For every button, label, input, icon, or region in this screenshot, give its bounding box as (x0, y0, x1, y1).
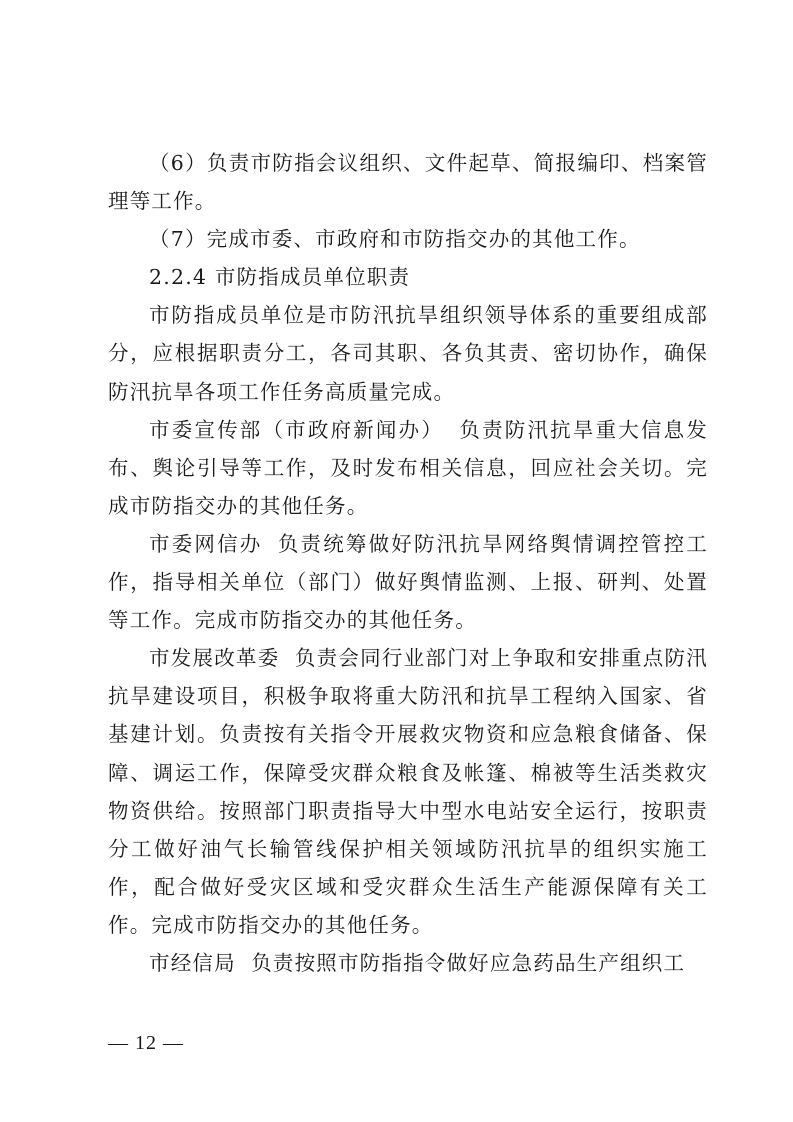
paragraph-1-text: （6）负责市防指会议组织、文件起草、简报编印、档案管理等工作。 (108, 151, 708, 214)
section-heading-text: 2.2.4 市防指成员单位职责 (149, 265, 411, 290)
paragraph-economy-info (108, 944, 708, 982)
org-duty-text: 负责统筹做好防汛抗旱网络舆情调控管控工作，指导相关单位（部门）做好舆情监测、上报、研判、处置等工作。完成市防指交办的其他任务。 (108, 531, 708, 633)
paragraph-development-reform (108, 639, 708, 944)
paragraph-2 (108, 220, 708, 258)
paragraph-intro (108, 296, 708, 410)
body-text (108, 144, 708, 982)
org-name: 市委宣传部（市政府新闻办） (149, 417, 444, 442)
org-name: 市经信局 (149, 950, 236, 975)
org-name: 市委网信办 (149, 531, 263, 556)
org-duty-text: 负责按照市防指指令做好应急药品生产组织工 (251, 950, 686, 975)
paragraph-propaganda-dept (108, 411, 708, 525)
page-number: — 12 — (108, 1032, 184, 1054)
paragraph-intro-text: 市防指成员单位是市防汛抗旱组织领导体系的重要组成部分，应根据职责分工，各司其职、各负其责、密切协作，确保防汛抗旱各项工作任务高质量完成。 (108, 303, 708, 404)
paragraph-1 (108, 144, 708, 220)
org-duty-text: 负责防汛抗旱重大信息发布、舆论引导等工作，及时发布相关信息，回应社会关切。完成市防指交办的其他任务。 (108, 417, 708, 518)
org-duty-text: 负责会同行业部门对上争取和安排重点防汛抗旱建设项目，积极争取将重大防汛和抗旱工程纳入国家、省基建计划。负责按有关指令开展救灾物资和应急粮食储备、保障、调运工作，保障受灾群众粮食及帐篷、棉被等生活类救灾物资供给。按照部门职责指导大中型水电站安全运行，按职责分工做好油气长输管线保护相关领域防汛抗旱的组织实施工作，配合做好受灾区域和受灾群众生活生产能源保障有关工作。完成市防指交办的其他任务。 (108, 646, 708, 937)
org-name: 市发展改革委 (149, 646, 280, 671)
paragraph-2-text: （7）完成市委、市政府和市防指交办的其他工作。 (149, 227, 641, 252)
paragraph-cyberspace-office (108, 525, 708, 639)
section-heading-2-2-4 (108, 258, 708, 296)
